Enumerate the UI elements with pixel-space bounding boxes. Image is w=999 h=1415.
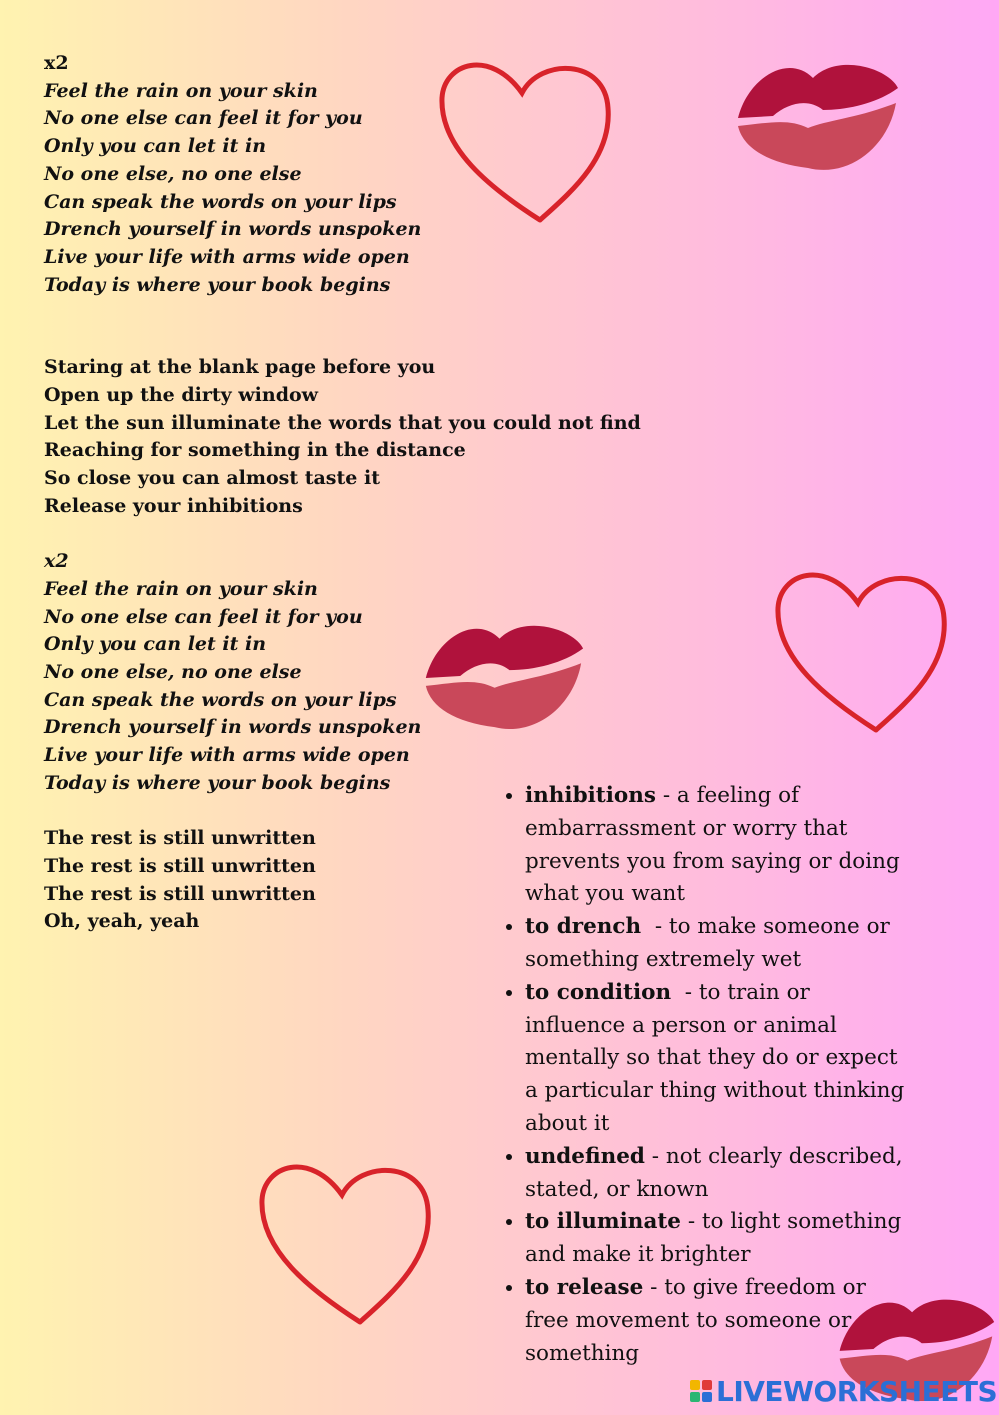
lips-icon xyxy=(728,48,903,183)
logo-text: LIVEWORKSHEETS xyxy=(716,1374,998,1408)
lyric-line: Drench yourself in words unspoken xyxy=(44,218,422,241)
lyric-line: Staring at the blank page before you xyxy=(44,356,436,379)
vocab-item xyxy=(525,977,912,1141)
lyric-line: Only you can let it in xyxy=(44,135,267,158)
lyric-line: No one else can feel it for you xyxy=(44,605,363,628)
vocab-item xyxy=(525,1272,907,1370)
vocab-term: to condition xyxy=(525,979,672,1005)
verse xyxy=(44,354,644,520)
vocab-definition: - to train or influence a person or animal mentally so that they do or expect a particular thing without thinking about it xyxy=(525,979,912,1136)
vocab-item xyxy=(525,780,907,911)
vocab-item xyxy=(525,1206,907,1272)
vocab-term: to release xyxy=(525,1274,644,1300)
lyric-line: Can speak the words on your lips xyxy=(44,190,397,213)
lyric-line: No one else can feel it for you xyxy=(44,107,363,130)
lyric-line: Let the sun illuminate the words that you could not find xyxy=(44,411,641,434)
vocab-item xyxy=(525,911,907,977)
chorus-2 xyxy=(44,548,644,797)
vocab-item xyxy=(525,1141,907,1207)
repeat-marker: x2 xyxy=(44,52,69,74)
vocabulary-list xyxy=(497,780,912,1370)
lyric-line: Only you can let it in xyxy=(44,633,267,656)
lyric-line: Open up the dirty window xyxy=(44,384,319,407)
lyric-line: The rest is still unwritten xyxy=(44,827,316,850)
vocab-definition: - a feeling of embarrassment or worry that prevents you from saying or doing what you want xyxy=(525,783,900,907)
lyric-line: So close you can almost taste it xyxy=(44,467,380,490)
vocab-definition: - to light something and make it brighter xyxy=(525,1209,902,1268)
lyric-line: No one else, no one else xyxy=(44,661,302,684)
repeat-marker: x2 xyxy=(44,550,69,573)
lyric-line: Today is where your book begins xyxy=(44,771,391,794)
vocab-term: inhibitions xyxy=(525,783,656,808)
vocab-term: to drench xyxy=(525,914,642,940)
vocab-definition: - to make someone or something extremely wet xyxy=(525,914,897,972)
liveworksheets-logo[interactable] xyxy=(690,1374,997,1408)
lyric-line: Drench yourself in words unspoken xyxy=(44,716,422,739)
lyric-line: The rest is still unwritten xyxy=(44,854,316,877)
vocab-term: undefined xyxy=(525,1143,645,1169)
heart-icon xyxy=(250,1150,440,1335)
lyric-line: No one else, no one else xyxy=(44,162,302,185)
lyric-line: Reaching for something in the distance xyxy=(44,439,466,462)
lyric-line: Live your life with arms wide open xyxy=(44,744,410,767)
lyric-line: The rest is still unwritten xyxy=(44,882,316,905)
chorus-1 xyxy=(44,50,644,299)
vocab-definition: - to give freedom or free movement to someone or something xyxy=(525,1274,866,1366)
vocab-term: to illuminate xyxy=(525,1209,681,1235)
lyric-line: Oh, yeah, yeah xyxy=(44,910,200,933)
lyric-line: Today is where your book begins xyxy=(44,273,391,296)
lyric-line: Feel the rain on your skin xyxy=(44,577,318,600)
vocab-definition: - not clearly described, stated, or known xyxy=(525,1143,903,1202)
lyric-line: Can speak the words on your lips xyxy=(44,688,397,711)
lyric-line: Live your life with arms wide open xyxy=(44,245,410,268)
logo-mark-icon xyxy=(690,1380,712,1402)
lyric-line: Release your inhibitions xyxy=(44,494,303,517)
lyric-line: Feel the rain on your skin xyxy=(44,79,318,102)
heart-icon xyxy=(766,558,956,743)
